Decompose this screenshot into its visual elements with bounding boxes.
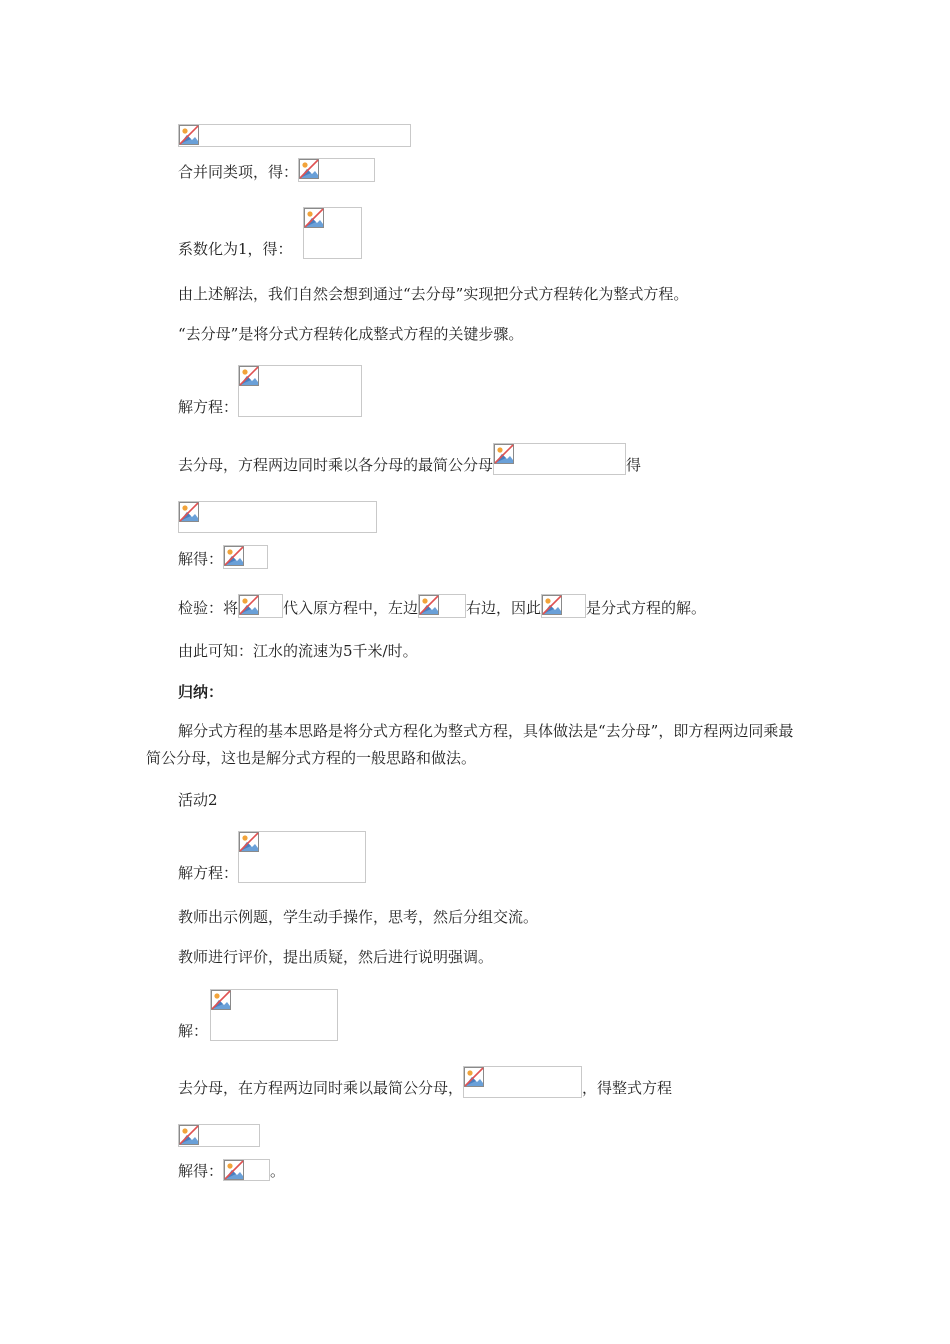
text: 归纳： (178, 683, 224, 701)
equation-image (178, 501, 377, 533)
text: 检验：将 (178, 599, 239, 617)
clear-denominator-line (178, 443, 641, 475)
broken-image-icon (224, 546, 244, 566)
broken-image-icon (179, 502, 199, 522)
activity-heading (178, 790, 218, 810)
text: 由上述解法，我们自然会想到通过“去分母”实现把分式方程转化为整式方程。 (178, 285, 689, 303)
equation-line (178, 124, 411, 147)
text: 合并同类项，得： (178, 163, 299, 181)
equation-image (303, 207, 362, 259)
text: 去分母，在方程两边同时乘以最简公分母， (178, 1079, 464, 1097)
equation-image (238, 831, 366, 883)
broken-image-icon (239, 366, 259, 386)
broken-image-icon (179, 125, 199, 145)
solution-line (178, 545, 268, 569)
paragraph-line (178, 284, 688, 304)
broken-image-icon (224, 1160, 244, 1180)
broken-image-icon (239, 595, 259, 615)
broken-image-icon (304, 208, 324, 228)
text: 右边，因此 (466, 599, 542, 617)
text: 解方程： (178, 864, 239, 882)
broken-image-icon (419, 595, 439, 615)
equation-image (493, 443, 626, 475)
equation-image (238, 365, 362, 417)
broken-image-icon (211, 990, 231, 1010)
text: 系数化为1，得： (178, 240, 293, 258)
conclusion-line (178, 641, 418, 661)
text: 由此可知：江水的流速为5千米/时。 (178, 642, 418, 660)
broken-image-icon (299, 159, 319, 179)
text: 去分母，方程两边同时乘以各分母的最简公分母 (178, 456, 494, 474)
text: 是分式方程的解。 (586, 599, 707, 617)
clear-denominator-line (178, 1066, 672, 1098)
text: 教师出示例题，学生动手操作，思考，然后分组交流。 (178, 908, 539, 926)
text: 解得： (178, 550, 224, 568)
solve-equation-line (178, 365, 362, 417)
solve-equation-line (178, 831, 366, 883)
coefficient-line (178, 207, 362, 259)
summary-heading (178, 682, 223, 702)
equation-line (178, 1124, 260, 1147)
check-line (178, 594, 706, 618)
equation-image (418, 594, 466, 618)
equation-image (178, 124, 411, 147)
equation-image (298, 158, 375, 182)
text: 活动2 (178, 791, 218, 809)
combine-like-terms-line (178, 158, 375, 182)
solution-heading-line (178, 989, 338, 1041)
text: 解得： (178, 1162, 224, 1180)
text: “去分母”是将分式方程转化成整式方程的关键步骤。 (178, 325, 524, 343)
text: 解： (178, 1022, 209, 1040)
text: 得 (626, 456, 642, 474)
equation-image (463, 1066, 582, 1098)
equation-image (223, 1159, 270, 1181)
text: 代入原方程中，左边 (283, 599, 419, 617)
solution-line (178, 1159, 285, 1181)
broken-image-icon (494, 444, 514, 464)
equation-image (541, 594, 586, 618)
text: 。 (270, 1162, 286, 1180)
equation-image (178, 1124, 260, 1147)
broken-image-icon (239, 832, 259, 852)
equation-line (178, 501, 377, 533)
equation-image (223, 545, 268, 569)
text: 解方程： (178, 398, 239, 416)
equation-image (238, 594, 283, 618)
paragraph-line (178, 907, 538, 927)
paragraph-line (178, 947, 493, 967)
text: 教师进行评价，提出质疑，然后进行说明强调。 (178, 948, 494, 966)
summary-paragraph: 解分式方程的基本思路是将分式方程化为整式方程，具体做法是“去分母”，即方程两边同乘最简公分母，这也是解分式方程的一般思路和做法。 (146, 722, 794, 767)
broken-image-icon (179, 1125, 199, 1145)
broken-image-icon (542, 595, 562, 615)
text: ，得整式方程 (582, 1079, 673, 1097)
equation-image (210, 989, 338, 1041)
paragraph-line (178, 324, 523, 344)
broken-image-icon (464, 1067, 484, 1087)
